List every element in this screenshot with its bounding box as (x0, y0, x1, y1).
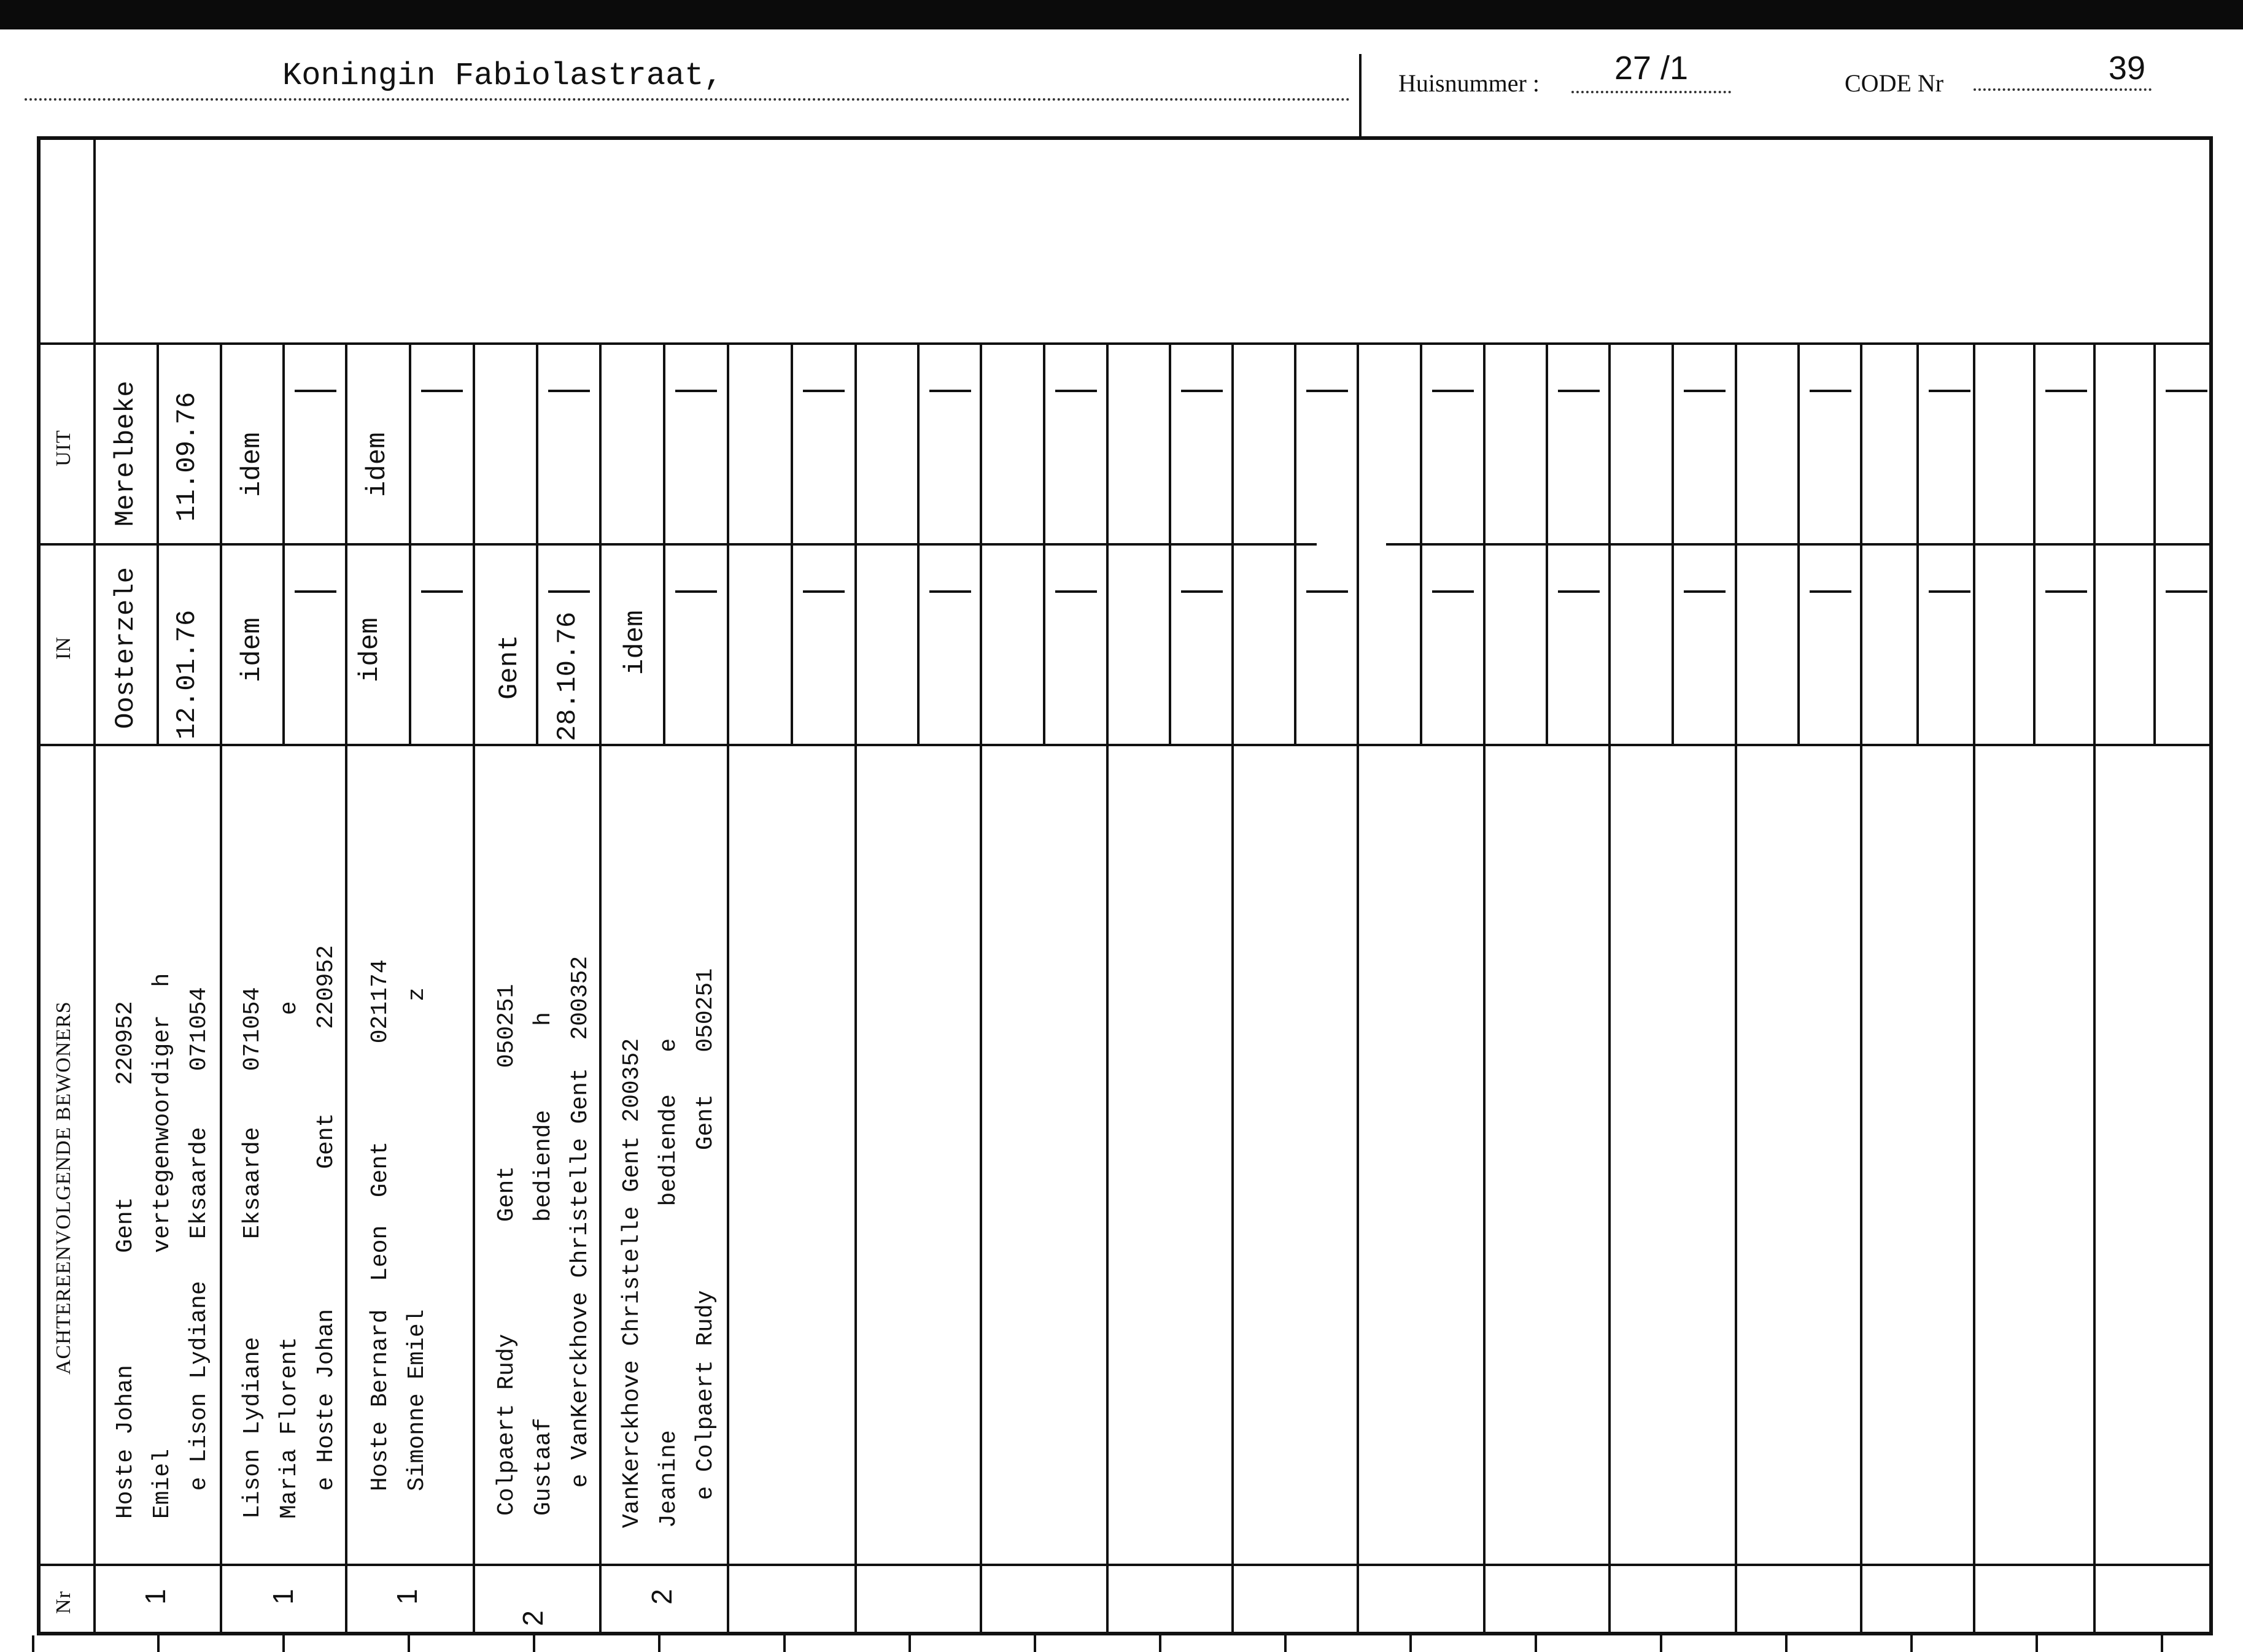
blank-dash (2166, 590, 2207, 593)
street-field (25, 49, 1350, 101)
huisnummer-value: 27 /1 (1571, 49, 1731, 93)
nr-top-line (37, 1564, 2213, 1566)
column-divider (727, 342, 729, 1635)
huisnummer-label: Huisnummer : (1398, 69, 1540, 97)
column-divider (1973, 342, 1975, 1635)
scan-top-edge (0, 0, 2243, 29)
column-divider (1357, 342, 1359, 1635)
entry-1-uit-date: 11.09.76 (172, 392, 203, 522)
label-column-divider (93, 140, 96, 1635)
tick-mark (157, 1635, 160, 1652)
entry-5-bewoner: VanKerckhove Christelle Gent 200352 Jeanine bediende e e Colpaert Rudy Gent 050251 (619, 968, 719, 1528)
entry-1-in-place: Oosterzele (110, 566, 141, 729)
blank-dash (421, 590, 463, 593)
entry-1-in-date: 12.01.76 (172, 609, 203, 739)
code-value: 39 (1974, 49, 2152, 91)
blank-dash (548, 390, 590, 392)
column-divider (1231, 342, 1234, 1635)
entry-4-bewoner: Colpaert Rudy Gent 050251 Gustaaf bediende h e VanKerckhove Christelle Gent 200352 (494, 955, 594, 1516)
column-divider (345, 342, 347, 1635)
blank-dash (1810, 390, 1851, 392)
tick-mark (908, 1635, 911, 1652)
tick-mark (1535, 1635, 1537, 1652)
blank-dash (1558, 590, 1600, 593)
blank-dash (929, 390, 971, 392)
sub-column-divider (1294, 342, 1296, 744)
entry-2-bewoner: Lison Lydiane Eksaarde 071054 Maria Florent e e Hoste Johan Gent 220952 (239, 945, 339, 1519)
column-divider (599, 342, 602, 1635)
tick-mark (658, 1635, 661, 1652)
blank-dash (295, 590, 336, 593)
blank-dash (1684, 390, 1726, 392)
sub-column-divider (1546, 342, 1548, 744)
blank-dash (1055, 590, 1097, 593)
column-divider (1735, 342, 1737, 1635)
nr-label: Nr (52, 1591, 75, 1614)
tick-mark (282, 1635, 285, 1652)
blank-dash (1810, 590, 1851, 593)
sub-column-divider (1420, 342, 1422, 744)
tick-mark (2161, 1635, 2163, 1652)
street-name: Koningin Fabiolastraat, (282, 58, 723, 94)
blank-dash (1558, 390, 1600, 392)
uit-label: UIT (52, 430, 75, 466)
entry-5-in-place: idem (620, 610, 651, 675)
header-divider (1359, 54, 1362, 140)
column-divider (1483, 342, 1486, 1635)
column-divider (980, 342, 982, 1635)
tick-mark (1284, 1635, 1287, 1652)
blank-dash (421, 390, 463, 392)
sub-column-divider (409, 342, 411, 744)
blank-dash (1432, 390, 1474, 392)
in-uit-divider-a (37, 543, 1317, 546)
entry-2-uit-place: idem (237, 432, 268, 497)
blank-dash (2045, 590, 2087, 593)
entry-2-in-place: idem (237, 617, 268, 682)
tick-mark (1910, 1635, 1913, 1652)
sub-column-divider (2033, 342, 2036, 744)
entry-4-in-place: Gent (494, 635, 525, 700)
sub-column-divider (1916, 342, 1919, 744)
column-divider (1860, 342, 1862, 1635)
entry-3-nr: 1 (390, 1589, 423, 1605)
sub-column-divider (2153, 342, 2156, 744)
sub-column-divider (1169, 342, 1171, 744)
blank-dash (1929, 590, 1970, 593)
sub-column-divider (1043, 342, 1045, 744)
tick-mark (32, 1635, 34, 1652)
tick-mark (408, 1635, 410, 1652)
sub-column-divider (536, 342, 538, 744)
bewoners-label: ACHTEREENVOLGENDE BEWONERS (52, 1001, 75, 1375)
blank-dash (675, 590, 717, 593)
sub-column-divider (1797, 342, 1800, 744)
blank-dash (2166, 390, 2207, 392)
tick-mark (1660, 1635, 1662, 1652)
code-label: CODE Nr (1845, 69, 1944, 97)
sub-column-divider (1672, 342, 1674, 744)
in-label: IN (52, 636, 75, 660)
blank-dash (548, 590, 590, 593)
blank-dash (1432, 590, 1474, 593)
column-divider (1608, 342, 1611, 1635)
entry-3-uit-place: idem (362, 432, 393, 497)
column-divider (2093, 342, 2096, 1635)
blank-dash (1684, 590, 1726, 593)
entry-1-nr: 1 (139, 1589, 171, 1605)
blank-dash (1929, 390, 1970, 392)
sub-column-divider (917, 342, 920, 744)
blank-dash (1306, 590, 1348, 593)
sub-column-divider (157, 342, 159, 744)
column-divider (854, 342, 857, 1635)
entry-2-nr: 1 (266, 1589, 299, 1605)
tick-mark (1159, 1635, 1161, 1652)
sub-column-divider (791, 342, 793, 744)
entry-4-nr: 2 (516, 1610, 549, 1626)
sub-column-divider (282, 342, 285, 744)
blank-dash (675, 390, 717, 392)
entry-1-bewoner: Hoste Johan Gent 220952 Emiel vertegenwoordiger h e Lison Lydiane Eksaarde 071054 (112, 973, 212, 1519)
blank-dash (803, 390, 845, 392)
entry-3-bewoner: Hoste Bernard Leon Gent 021174 Simonne Emiel z (367, 959, 430, 1491)
blank-dash (1181, 590, 1223, 593)
blank-dash (1181, 390, 1223, 392)
entry-1-uit-place: Merelbeke (110, 380, 141, 527)
blank-dash (929, 590, 971, 593)
tick-mark (533, 1635, 535, 1652)
tick-mark (1785, 1635, 1788, 1652)
tick-mark (783, 1635, 786, 1652)
entry-4-in-date: 28.10.76 (552, 611, 583, 741)
entry-5-nr: 2 (645, 1589, 678, 1605)
blank-dash (1055, 390, 1097, 392)
tick-mark (1409, 1635, 1412, 1652)
entry-3-in-place: idem (355, 617, 385, 682)
blank-dash (1306, 390, 1348, 392)
blank-dash (803, 590, 845, 593)
blank-dash (295, 390, 336, 392)
column-divider (1106, 342, 1109, 1635)
blank-dash (2045, 390, 2087, 392)
column-divider (220, 342, 222, 1635)
tick-mark (2036, 1635, 2038, 1652)
uit-top-line (37, 342, 2213, 345)
tick-mark (1034, 1635, 1036, 1652)
bewoners-top-line (37, 744, 2213, 746)
sub-column-divider (663, 342, 665, 744)
column-divider (473, 342, 475, 1635)
